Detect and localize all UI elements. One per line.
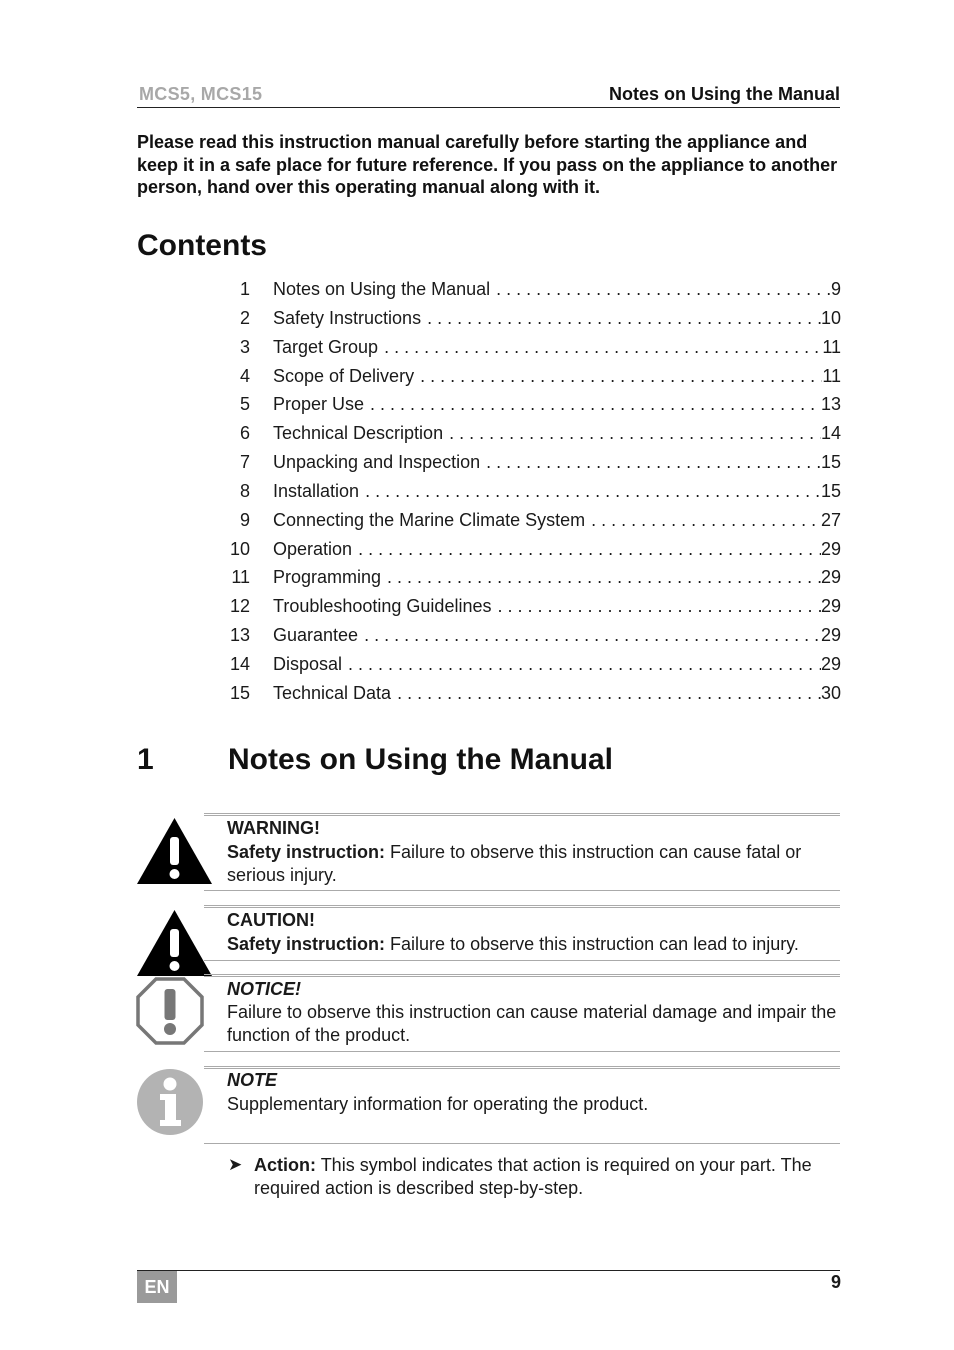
notice-octagon-icon (136, 977, 204, 1045)
toc-leader-dots (359, 478, 821, 504)
toc-leader-dots (414, 363, 822, 389)
toc-entry-label: Notes on Using the Manual (273, 279, 491, 299)
toc-leader-dots (443, 420, 821, 446)
toc-entry (224, 363, 841, 392)
warning-triangle-icon (136, 817, 213, 885)
caution-block (204, 905, 840, 961)
toc-entry-number: 12 (229, 596, 250, 617)
toc-entry-label: Unpacking and Inspection (273, 452, 481, 473)
toc-entry-label: Connecting the Marine Climate System (273, 509, 586, 530)
note-text: Supplementary information for operating the product. (227, 1094, 649, 1114)
toc-entry-page: 11 (822, 334, 841, 360)
toc-entry-number: 14 (229, 653, 250, 674)
warning-block (204, 813, 840, 891)
toc-leader-dots (342, 651, 821, 677)
toc-entry-label: Installation (273, 480, 360, 501)
toc-leader-dots (381, 564, 821, 590)
toc-entry-page: 10 (821, 305, 841, 331)
note-block (204, 1066, 840, 1144)
page-header (137, 84, 840, 108)
toc-entry-number: 1 (239, 279, 250, 299)
toc-leader-dots (491, 593, 820, 619)
toc-entry (224, 507, 841, 536)
toc-entry-number: 10 (229, 538, 250, 559)
toc-entry-label: Troubleshooting Guidelines (273, 596, 492, 617)
language-badge: EN (137, 1271, 177, 1303)
table-of-contents (224, 276, 841, 709)
warning-lead: Safety instruction: (227, 842, 386, 862)
caution-text (227, 933, 847, 956)
notice-heading: NOTICE! (227, 979, 301, 999)
toc-entry (224, 651, 841, 680)
caution-lead: Safety instruction: (227, 934, 386, 954)
toc-entry-page: 29 (821, 536, 841, 562)
toc-leader-dots (490, 276, 831, 302)
toc-leader-dots (480, 449, 821, 475)
toc-entry-page: 15 (821, 449, 841, 475)
caution-body: Failure to observe this instruction can lead to injury. (390, 934, 799, 954)
toc-entry-label: Technical Data (273, 682, 392, 703)
toc-entry-label: Proper Use (273, 394, 365, 415)
toc-entry (224, 593, 841, 622)
action-lead: Action: (254, 1155, 316, 1175)
chapter-title: Notes on Using the Manual (228, 743, 614, 776)
caution-heading: CAUTION! (227, 910, 315, 930)
toc-entry-label: Guarantee (273, 625, 359, 646)
toc-entry (224, 478, 841, 507)
contents-title: Contents (137, 229, 267, 262)
toc-entry-number: 13 (229, 625, 250, 646)
toc-leader-dots (352, 536, 821, 562)
toc-entry-page: 29 (821, 564, 841, 590)
toc-leader-dots (421, 305, 821, 331)
header-model: MCS5, MCS15 (139, 84, 263, 104)
toc-entry-label: Disposal (273, 653, 343, 674)
toc-leader-dots (585, 507, 821, 533)
toc-entry-page: 29 (821, 593, 841, 619)
chapter-number: 1 (137, 743, 154, 776)
toc-entry-page: 9 (831, 276, 841, 302)
toc-entry (224, 622, 841, 651)
toc-entry (224, 449, 841, 478)
toc-entry (224, 564, 841, 593)
page-number: 9 (830, 1272, 841, 1292)
note-heading: NOTE (227, 1070, 278, 1090)
toc-entry-number: 8 (239, 480, 250, 501)
action-text (254, 1154, 844, 1199)
toc-entry-page: 29 (821, 622, 841, 648)
toc-entry-number: 3 (239, 336, 250, 357)
toc-entry-number: 6 (239, 423, 250, 444)
action-arrow-icon: ➤ (228, 1155, 243, 1174)
toc-leader-dots (364, 391, 821, 417)
warning-body: Failure to observe this instruction can cause fatal or serious injury. (227, 842, 802, 885)
toc-entry-page: 13 (821, 391, 841, 417)
toc-entry-label: Safety Instructions (273, 307, 422, 328)
caution-triangle-icon (136, 909, 213, 977)
toc-entry-number: 9 (239, 509, 250, 530)
toc-entry-number: 4 (239, 365, 250, 386)
toc-entry (224, 420, 841, 449)
footer-divider (137, 1270, 840, 1271)
notice-text: Failure to observe this instruction can cause material damage and impair the function of the product. (227, 1002, 837, 1045)
toc-entry (224, 391, 841, 420)
warning-heading: WARNING! (227, 818, 320, 838)
intro-paragraph: Please read this instruction manual carefully before starting the appliance and keep it in a safe place for future reference. If you pass on the appliance to another person, hand over this operating manual along with it. (137, 132, 838, 197)
toc-entry-number: 11 (231, 567, 250, 588)
toc-entry-number: 2 (239, 307, 250, 328)
toc-entry (224, 305, 841, 334)
toc-leader-dots (391, 680, 821, 706)
toc-leader-dots (358, 622, 821, 648)
toc-entry (224, 536, 841, 565)
warning-text (227, 841, 847, 886)
toc-entry-page: 30 (821, 680, 841, 706)
toc-entry-page: 27 (821, 507, 841, 533)
toc-entry-page: 14 (821, 420, 841, 446)
toc-entry-page: 29 (821, 651, 841, 677)
toc-entry-page: 11 (822, 363, 841, 389)
toc-entry (224, 276, 841, 305)
notice-block (204, 974, 840, 1052)
info-circle-icon (136, 1068, 204, 1136)
toc-entry-label: Operation (273, 538, 353, 559)
toc-entry (224, 334, 841, 363)
toc-entry-page: 15 (821, 478, 841, 504)
toc-entry (224, 680, 841, 709)
header-section: Notes on Using the Manual (608, 84, 840, 104)
action-body: This symbol indicates that action is required on your part. The required action is described step-by-step. (254, 1155, 812, 1198)
toc-entry-number: 7 (239, 452, 250, 473)
toc-entry-label: Technical Description (273, 423, 444, 444)
toc-entry-label: Programming (273, 567, 382, 588)
toc-entry-label: Target Group (273, 336, 379, 357)
toc-leader-dots (378, 334, 822, 360)
toc-entry-label: Scope of Delivery (273, 365, 415, 386)
toc-entry-number: 5 (239, 394, 250, 415)
toc-entry-number: 15 (229, 682, 250, 703)
